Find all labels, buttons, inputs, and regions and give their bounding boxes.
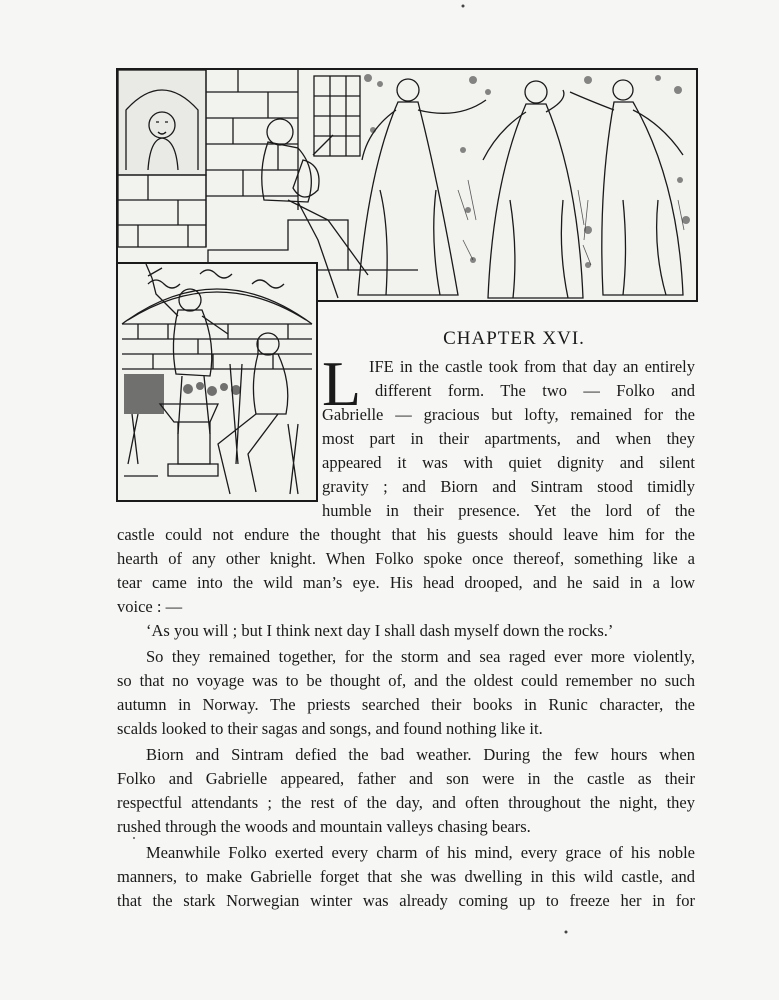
text-line-14: so that no voyage was to be thought of, and the oldest could remember no such xyxy=(117,671,695,690)
text-line-1: IFE in the castle took from that day an entirely xyxy=(369,357,695,376)
text-line-13: So they remained together, for the storm and sea raged ever more violently, xyxy=(146,647,695,666)
drop-cap: L xyxy=(322,348,362,419)
text-line-6: gravity ; and Biorn and Sintram stood timidly xyxy=(322,477,695,496)
text-line-12: ‘As you will ; but I think next day I shall dash myself down the rocks.’ xyxy=(146,621,614,640)
text-line-11: voice : — xyxy=(117,597,183,616)
text-line-7: humble in their presence. Yet the lord of the xyxy=(322,501,695,520)
text-line-19: respectful attendants ; the rest of the day, and often throughout the night, they xyxy=(117,793,695,812)
text-line-22: manners, to make Gabrielle forget that she was dwelling in this wild castle, and xyxy=(117,867,695,886)
text-line-18: Folko and Gabrielle appeared, father and son were in the castle as their xyxy=(117,769,695,788)
text-line-23: that the stark Norwegian winter was already coming up to freeze her in for xyxy=(117,891,695,910)
text-line-3: Gabrielle — gracious but lofty, remained for the xyxy=(322,405,695,424)
chapter-title: CHAPTER XVI. xyxy=(443,328,585,349)
text-line-4: most part in their apartments, and when they xyxy=(322,429,695,448)
text-line-20: rushed through the woods and mountain valleys chasing bears. xyxy=(117,817,531,836)
text-line-9: hearth of any other knight. When Folko spoke once thereof, something like a xyxy=(117,549,695,568)
text-line-15: autumn in Norway. The priests searched their books in Runic character, the xyxy=(117,695,695,714)
text-line-10: tear came into the wild man’s eye. His head drooped, and he said in a low xyxy=(117,573,695,592)
text-line-21: Meanwhile Folko exerted every charm of his mind, every grace of his noble xyxy=(146,843,695,862)
text-line-2: different form. The two — Folko and xyxy=(375,381,695,400)
text-line-8: castle could not endure the thought that his guests should leave him for the xyxy=(117,525,695,544)
text-line-16: scalds looked to their sagas and songs, and found nothing like it. xyxy=(117,719,543,738)
text-line-17: Biorn and Sintram defied the bad weather. During the few hours when xyxy=(146,745,695,764)
text-line-5: appeared it was with quiet dignity and silent xyxy=(322,453,695,472)
